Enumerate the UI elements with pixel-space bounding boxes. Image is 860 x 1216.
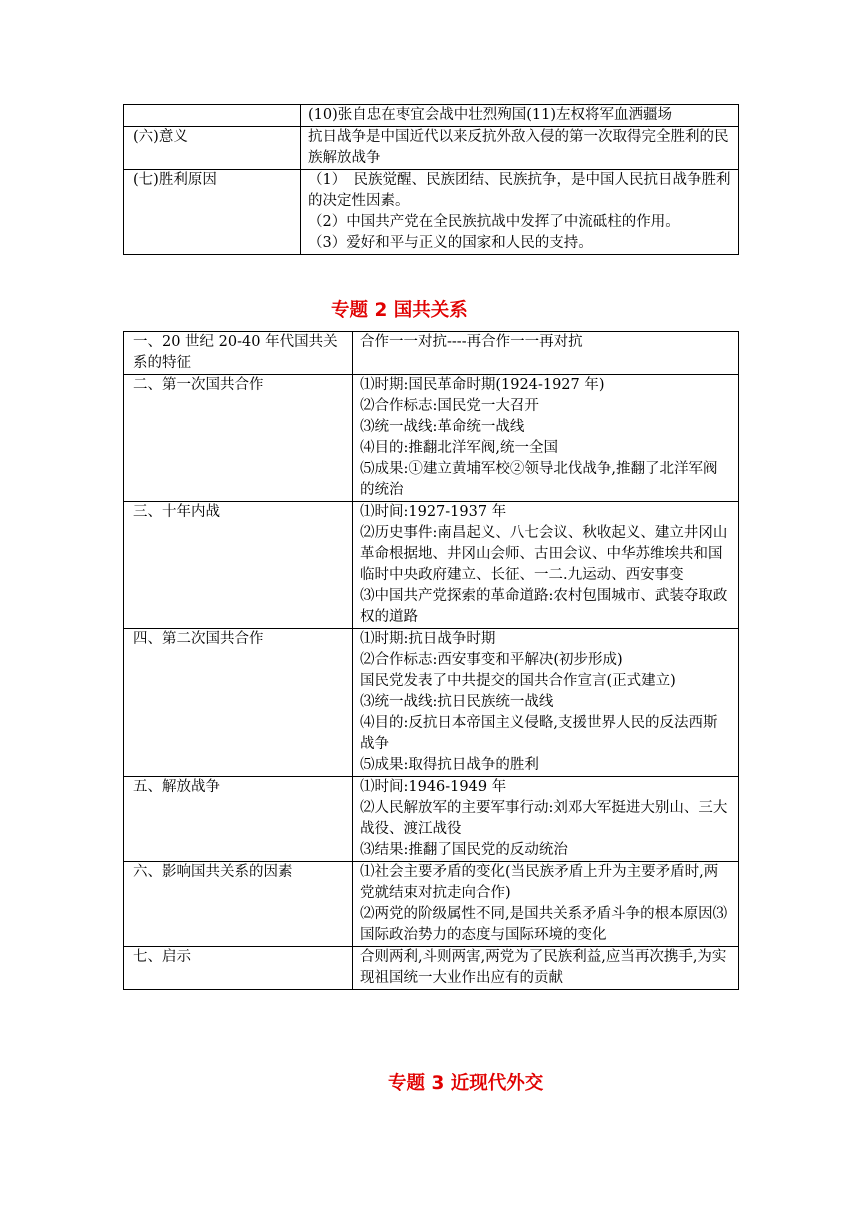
content-line: ⑴时期:国民革命时期(1924-1927 年) — [360, 377, 605, 393]
row-label: 七、启示 — [124, 947, 353, 990]
content-line: ⑴时间:1946-1949 年 — [360, 779, 507, 795]
row-content — [353, 777, 739, 862]
content-line: ⑵合作标志:西安事变和平解决(初步形成) — [360, 652, 623, 668]
content-line: ⑴社会主要矛盾的变化(当民族矛盾上升为主要矛盾时,两党就结束对抗走向合作) — [360, 864, 719, 901]
row-content — [353, 502, 739, 629]
content-line: （3）爱好和平与正义的国家和人民的支持。 — [308, 235, 593, 251]
row-content — [353, 947, 739, 990]
row-label: 一、20 世纪 20-40 年代国共关系的特征 — [124, 332, 353, 375]
content-line: ⑷目的:推翻北洋军阀,统一全国 — [360, 440, 558, 456]
row-content — [301, 127, 739, 170]
row-content — [353, 629, 739, 777]
content-line: ⑵历史事件:南昌起义、八七会议、秋收起义、建立井冈山革命根据地、井冈山会师、古田会议、中华苏维埃共和国临时中央政府建立、长征、一二.九运动、西安事变 — [360, 525, 728, 583]
row-content — [301, 105, 739, 127]
content-line: ⑴时间:1927-1937 年 — [360, 504, 507, 520]
row-label: (六)意义 — [124, 127, 301, 170]
row-label: 三、十年内战 — [124, 502, 353, 629]
table-row — [124, 127, 739, 170]
table-row — [124, 502, 739, 629]
content-line: 合则两利,斗则两害,两党为了民族利益,应当再次携手,为实现祖国统一大业作出应有的贡献 — [360, 949, 727, 986]
content-line: ⑶统一战线:革命统一战线 — [360, 419, 525, 435]
row-label: 二、第一次国共合作 — [124, 375, 353, 502]
content-line: ⑸成果:①建立黄埔军校②领导北伐战争,推翻了北洋军阀的统治 — [360, 461, 718, 498]
row-content — [353, 332, 739, 375]
table-row — [124, 375, 739, 502]
table-row — [124, 777, 739, 862]
table-guogong-relations — [123, 331, 739, 990]
row-content — [353, 375, 739, 502]
content-line: 国民党发表了中共提交的国共合作宣言(正式建立) — [360, 673, 676, 689]
content-line: ⑶结果:推翻了国民党的反动统治 — [360, 842, 568, 858]
row-label: (七)胜利原因 — [124, 170, 301, 255]
content-line: （2）中国共产党在全民族抗战中发挥了中流砥柱的作用。 — [308, 214, 680, 230]
content-line: 合作一一对抗----再合作一一再对抗 — [360, 334, 583, 350]
table-row — [124, 170, 739, 255]
content-line: （1） 民族觉醒、民族团结、民族抗争，是中国人民抗日战争胜利的决定性因素。 — [308, 172, 731, 209]
content-line: ⑷目的:反抗日本帝国主义侵略,支援世界人民的反法西斯战争 — [360, 715, 718, 752]
table-row — [124, 862, 739, 947]
row-content — [353, 862, 739, 947]
table-kangri-summary — [123, 104, 739, 255]
row-label: 四、第二次国共合作 — [124, 629, 353, 777]
content-line: ⑸成果:取得抗日战争的胜利 — [360, 757, 539, 773]
row-content — [301, 170, 739, 255]
section-heading-topic-2: 专题 2 国共关系 — [331, 300, 468, 321]
table-row — [124, 332, 739, 375]
table-row — [124, 947, 739, 990]
content-line: ⑵人民解放军的主要军事行动:刘邓大军挺进大别山、三大战役、渡江战役 — [360, 800, 728, 837]
row-label: 六、影响国共关系的因素 — [124, 862, 353, 947]
content-line: 抗日战争是中国近代以来反抗外敌入侵的第一次取得完全胜利的民族解放战争 — [308, 129, 729, 166]
content-line: ⑵两党的阶级属性不同,是国共关系矛盾斗争的根本原因⑶国际政治势力的态度与国际环境的变化 — [360, 906, 728, 943]
row-label — [124, 105, 301, 127]
content-line: ⑵合作标志:国民党一大召开 — [360, 398, 539, 414]
content-line: (10)张自忠在枣宜会战中壮烈殉国(11)左权将军血洒疆场 — [308, 107, 673, 123]
table-row — [124, 105, 739, 127]
row-label: 五、解放战争 — [124, 777, 353, 862]
section-heading-topic-3: 专题 3 近现代外交 — [388, 1073, 544, 1094]
content-line: ⑶统一战线:抗日民族统一战线 — [360, 694, 554, 710]
content-line: ⑶中国共产党探索的革命道路:农村包围城市、武装夺取政权的道路 — [360, 588, 728, 625]
content-line: ⑴时期:抗日战争时期 — [360, 631, 496, 647]
table-row — [124, 629, 739, 777]
